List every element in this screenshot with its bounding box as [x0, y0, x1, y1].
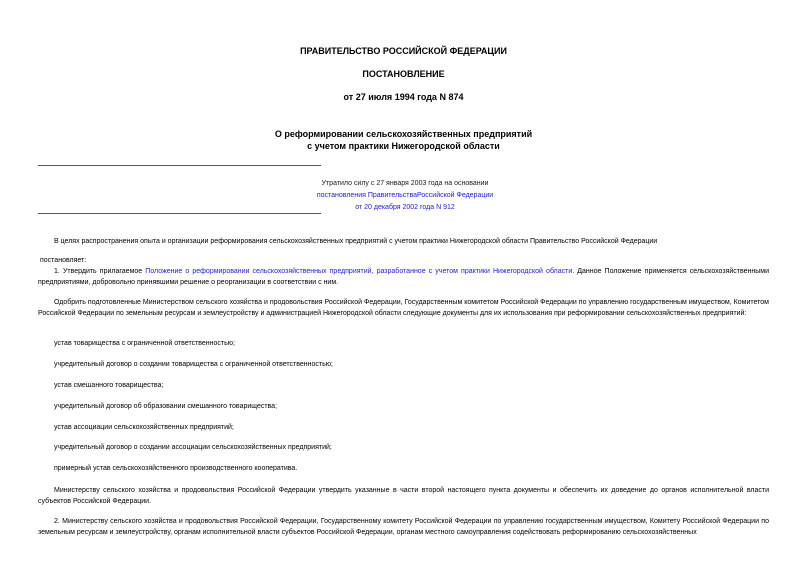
annulment-link-line-1[interactable]: постановления ПравительстваРоссийской Федерации: [316, 192, 494, 199]
document-date: от 27 июля 1994 года N 874: [343, 92, 464, 102]
approve-paragraph: Одобрить подготовленные Министерством сельского хозяйства и продовольствия Российской Федерации, Государственным комитетом Российской Федерации по управлению государственным имуществом, Комитетом Российской Федерации по земельным ресурсам и землеустройству и администрацией Нижегородской области следующие документы для их использования при реформировании сельскохозяйственных предприятий:: [38, 299, 769, 317]
resolves-label: постановляет:: [40, 257, 87, 264]
paragraph-1: [38, 267, 769, 288]
paragraph-2: 2. Министерству сельского хозяйства и продовольствия Российской Федерации, Государственному комитету Российской Федерации по управлению государственным имуществом, Комитету Российской Федерации по земельным ресурсам и землеустройству, органам исполнительной власти субъектов Российской Федерации, органам местного самоуправления содействовать реформированию сельскохозяйственных: [38, 518, 769, 536]
title-line-1: О реформировании сельскохозяйственных предприятий: [274, 129, 533, 139]
ministry-paragraph: Министерству сельского хозяйства и продовольствия Российской Федерации утвердить указанные в части второй настоящего пункта документы и обеспечить их доведение до органов исполнительной власти субъектов Российской Федерации.: [38, 487, 769, 505]
document-type: ПОСТАНОВЛЕНИЕ: [362, 69, 445, 79]
paragraph-1-end: . Данное Положение применяется сельскохозяйственными предприятиями, добровольно принявшими решение о реорганизации в соответствии с ним.: [38, 268, 770, 286]
annulment-note: [300, 178, 510, 214]
list-item: учредительный договор об образовании смешанного товарищества;: [54, 403, 278, 410]
list-item: устав ассоциации сельскохозяйственных предприятий;: [54, 424, 234, 431]
list-item: учредительный договор о создании ассоциации сельскохозяйственных предприятий;: [54, 444, 332, 451]
list-item: примерный устав сельскохозяйственного производственного кооператива.: [54, 465, 298, 472]
list-item: учредительный договор о создании товарищества с ограниченной ответственностью;: [54, 361, 333, 368]
annulment-link-line-2[interactable]: от 20 декабря 2002 года N 912: [355, 204, 455, 211]
annulment-line-1: Утратило силу с 27 января 2003 года на основании: [321, 180, 489, 187]
divider-bottom: [38, 213, 321, 214]
paragraph-1-start: 1. Утвердить прилагаемое: [54, 268, 146, 275]
regulation-link[interactable]: Положение о реформировании сельскохозяйственных предприятий, разработанное с учетом практики Нижегородской области: [145, 268, 573, 275]
intro-paragraph: В целях распространения опыта и организации реформирования сельскохозяйственных предприятий с учетом практики Нижегородской области Правительство Российской Федерации: [54, 238, 658, 245]
divider-top: [38, 165, 321, 166]
document-title: [0, 128, 807, 152]
list-item: устав товарищества с ограниченной ответственностью;: [54, 340, 235, 347]
government-heading: ПРАВИТЕЛЬСТВО РОССИЙСКОЙ ФЕДЕРАЦИИ: [300, 46, 507, 56]
title-line-2: с учетом практики Нижегородской области: [307, 141, 500, 151]
list-item: устав смешанного товарищества;: [54, 382, 164, 389]
